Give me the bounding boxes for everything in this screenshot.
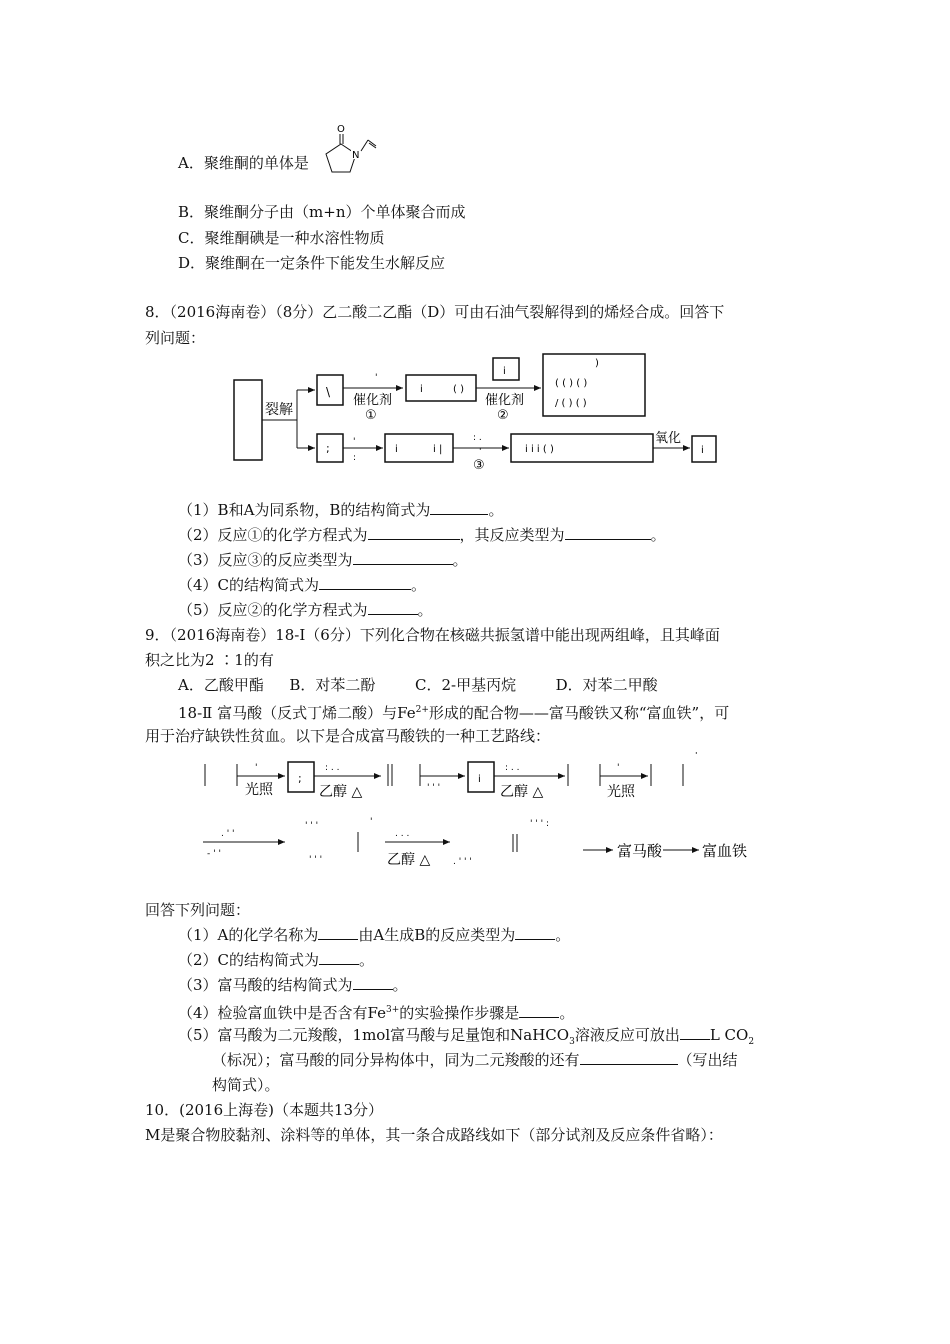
q8-stem-line2: 列问题： bbox=[145, 329, 206, 347]
reagent-box bbox=[493, 358, 519, 380]
svg-text:': ' bbox=[375, 373, 378, 383]
svg-text:i: i bbox=[395, 444, 398, 455]
svg-text:;: ; bbox=[298, 772, 302, 785]
svg-text:( ( ) ( ): ( ( ) ( ) bbox=[555, 378, 588, 389]
catalyst-2-label: 催化剂 bbox=[485, 393, 525, 408]
svg-text:': ' bbox=[695, 752, 698, 761]
q18-part2: （2）C的结构简式为 。 bbox=[178, 951, 375, 969]
q7-option-a-text: A．聚维酮的单体是 bbox=[178, 154, 309, 172]
monomer-structure bbox=[316, 118, 386, 182]
svg-text:i: i bbox=[478, 774, 481, 785]
svg-text:' ' ': ' ' ' bbox=[427, 783, 441, 793]
nitrogen-label: N bbox=[352, 150, 360, 161]
answer-blank[interactable] bbox=[430, 500, 488, 515]
svg-text:. ' ' ': . ' ' ' bbox=[453, 857, 472, 867]
svg-text::: : bbox=[353, 453, 357, 463]
svg-text:i i i (: i i i ( ) bbox=[525, 444, 554, 455]
svg-text:: .: : . bbox=[473, 433, 482, 443]
light-label-2: 光照 bbox=[607, 784, 635, 800]
answer-blank[interactable] bbox=[319, 950, 359, 965]
q9-stem-line2: 积之比为2 ∶1的有 bbox=[145, 651, 274, 669]
svg-text:' ' ': ' ' ' bbox=[309, 855, 323, 865]
q18-part1: （1）A的化学名称为 由A生成B的反应类型为 。 bbox=[178, 926, 571, 944]
ferrous-fumarate-label: 富血铁 bbox=[702, 842, 748, 860]
svg-text:': ' bbox=[617, 763, 620, 773]
answer-intro: 回答下列问题： bbox=[145, 901, 251, 919]
q7-option-a bbox=[178, 153, 309, 173]
step-3-marker: ③ bbox=[473, 458, 485, 470]
answer-blank[interactable] bbox=[353, 550, 453, 565]
q7-option-c: C．聚维酮碘是一种水溶性物质 bbox=[178, 229, 385, 247]
q18-part5-line1: （5）富马酸为二元羧酸，1mol富马酸与足量饱和NaHCO$_3$溶液反应可放出 L $CO_2$ bbox=[178, 1026, 755, 1047]
catalyst-1-label: 催化剂 bbox=[353, 393, 393, 408]
answer-blank[interactable] bbox=[368, 600, 418, 615]
answer-blank[interactable] bbox=[318, 925, 358, 940]
ethanol-heat-label-1: 乙醇 △ bbox=[319, 784, 363, 800]
q8-stem-line1: 8．（2016海南卷）（8分）乙二酸二乙酯（D）可由石油气裂解得到的烯烃合成。回答下 bbox=[145, 303, 725, 321]
answer-blank[interactable] bbox=[565, 525, 651, 540]
svg-text:- ' ': - ' ' bbox=[207, 849, 221, 859]
q10-stem-line1: 10．(2016上海卷)（本题共13分） bbox=[145, 1101, 384, 1119]
fumaric-acid-label: 富马酸 bbox=[617, 842, 663, 860]
answer-blank[interactable] bbox=[580, 1050, 678, 1065]
step-1-marker: ① bbox=[365, 408, 377, 423]
svg-text:. ' ': . ' ' bbox=[221, 829, 235, 839]
q8-synthesis-diagram bbox=[225, 350, 725, 470]
svg-text:;: ; bbox=[326, 442, 330, 455]
q18-part5-line2: （标况）；富马酸的同分异构体中，同为二元羧酸的还有 （写出结 bbox=[212, 1051, 738, 1069]
carbonyl-oxygen-label: O bbox=[337, 124, 345, 135]
svg-text:: . .: : . . bbox=[505, 763, 520, 773]
answer-blank[interactable] bbox=[680, 1025, 710, 1040]
svg-text:': ' bbox=[255, 763, 258, 773]
q18-part4: （4）检验富血铁中是否含有$Fe^{3+}$的实验操作步骤是 。 bbox=[178, 1004, 575, 1022]
svg-text:: . .: : . . bbox=[325, 763, 340, 773]
oxidation-label: 氧化 bbox=[655, 431, 682, 446]
svg-text:i: i bbox=[701, 445, 704, 456]
svg-text:' ' ' :: ' ' ' : bbox=[530, 819, 550, 829]
ethanol-heat-label-3: 乙醇 △ bbox=[387, 852, 431, 868]
q8-part1: （1）B和A为同系物，B的结构简式为 。 bbox=[178, 501, 504, 519]
q18-synthesis-diagram bbox=[195, 752, 775, 872]
svg-text:': ' bbox=[370, 817, 373, 827]
answer-blank[interactable] bbox=[319, 575, 411, 590]
q7-option-b: B．聚维酮分子由（m+n）个单体聚合而成 bbox=[178, 203, 466, 221]
svg-text:': ' bbox=[479, 447, 482, 457]
q18-part3: （3）富马酸的结构简式为 。 bbox=[178, 976, 408, 994]
q10-stem-line2: M是聚合物胶黏剂、涂料等的单体，其一条合成路线如下（部分试剂及反应条件省略）： bbox=[145, 1126, 723, 1144]
svg-text:. . .: . . . bbox=[395, 829, 410, 839]
answer-blank[interactable] bbox=[515, 925, 555, 940]
svg-text:i |: i | bbox=[433, 444, 443, 455]
svg-text:i: i bbox=[503, 366, 506, 377]
q18-part5-line3: 构简式）。 bbox=[212, 1076, 280, 1094]
svg-text:): ) bbox=[595, 358, 599, 369]
oxidation-product-box bbox=[692, 436, 716, 462]
cracking-label: 裂解 bbox=[265, 402, 293, 418]
answer-blank[interactable] bbox=[519, 1003, 559, 1018]
svg-text:( ): ( ) bbox=[453, 384, 464, 395]
q18-ii-intro-line1: 18-Ⅱ 富马酸（反式丁烯二酸）与$Fe^{2+}$形成的配合物——富马酸铁又称“富血铁”，可 bbox=[178, 704, 730, 722]
ethanol-heat-label-2: 乙醇 △ bbox=[500, 784, 544, 800]
q9-options: A．乙酸甲酯 B．对苯二酚 C．2-甲基丙烷 D．对苯二甲酸 bbox=[178, 676, 658, 694]
q7-option-d: D．聚维酮在一定条件下能发生水解反应 bbox=[178, 254, 446, 272]
q18-ii-intro-line2: 用于治疗缺铁性贫血。以下是合成富马酸铁的一种工艺路线： bbox=[145, 727, 551, 745]
q9-stem-line1: 9．（2016海南卷）18-Ⅰ（6分）下列化合物在核磁共振氢谱中能出现两组峰，且其峰面 bbox=[145, 626, 720, 644]
step-2-marker: ② bbox=[497, 408, 509, 423]
q8-part4: （4）C的结构简式为 。 bbox=[178, 576, 427, 594]
petroleum-gas-box bbox=[234, 380, 262, 460]
answer-blank[interactable] bbox=[353, 975, 393, 990]
svg-text:\: \ bbox=[326, 385, 331, 399]
q8-part5: （5）反应②的化学方程式为 。 bbox=[178, 601, 433, 619]
q8-part2: （2）反应①的化学方程式为 ，其反应类型为 。 bbox=[178, 526, 666, 544]
compound-e-box bbox=[317, 434, 343, 462]
svg-text:/ ( ) ( ): / ( ) ( ) bbox=[555, 398, 587, 409]
light-label-1: 光照 bbox=[245, 782, 273, 798]
svg-text:': ' bbox=[353, 437, 356, 447]
svg-text:i: i bbox=[420, 384, 423, 395]
q8-part3: （3）反应③的反应类型为 。 bbox=[178, 551, 468, 569]
answer-blank[interactable] bbox=[368, 525, 460, 540]
compound-c-box bbox=[468, 762, 494, 792]
intermediate-box-1 bbox=[406, 375, 476, 401]
svg-text:' ' ': ' ' ' bbox=[305, 821, 319, 831]
